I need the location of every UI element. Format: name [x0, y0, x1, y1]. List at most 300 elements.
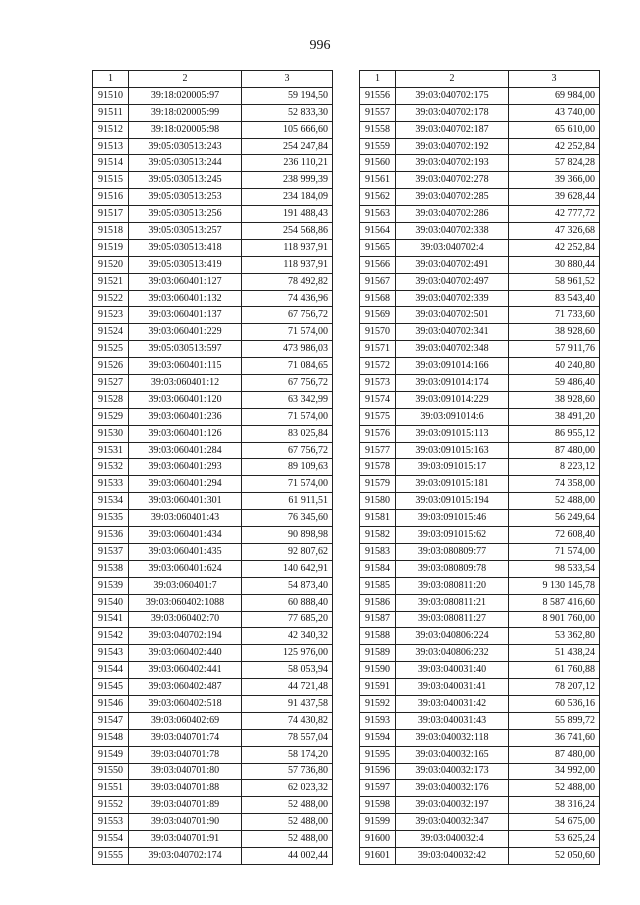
row-number-cell: 91558 [360, 121, 396, 138]
row-number-cell: 91523 [93, 307, 129, 324]
table-row [360, 391, 600, 408]
value-cell: 58 053,94 [242, 662, 333, 679]
value-cell: 67 756,72 [242, 375, 333, 392]
table-row [93, 459, 333, 476]
row-number-cell: 91583 [360, 543, 396, 560]
table-row [360, 87, 600, 104]
table-row [93, 712, 333, 729]
table-row [93, 341, 333, 358]
cadastral-number-cell: 39:03:040702:501 [396, 307, 509, 324]
table-row [93, 797, 333, 814]
value-cell: 57 911,76 [509, 341, 600, 358]
cadastral-number-cell: 39:03:060401:127 [129, 273, 242, 290]
value-cell: 59 486,40 [509, 375, 600, 392]
table-header-row [360, 71, 600, 88]
value-cell: 42 252,84 [509, 138, 600, 155]
table-row [93, 814, 333, 831]
table-row [360, 459, 600, 476]
value-cell: 38 491,20 [509, 408, 600, 425]
table-row [93, 763, 333, 780]
cadastral-number-cell: 39:03:091014:229 [396, 391, 509, 408]
value-cell: 71 574,00 [242, 476, 333, 493]
table-row [360, 121, 600, 138]
value-cell: 65 610,00 [509, 121, 600, 138]
table-row [93, 307, 333, 324]
table-row [360, 746, 600, 763]
value-cell: 42 340,32 [242, 628, 333, 645]
cadastral-number-cell: 39:03:060401:435 [129, 543, 242, 560]
column-header-1: 1 [93, 71, 129, 88]
row-number-cell: 91522 [93, 290, 129, 307]
row-number-cell: 91543 [93, 645, 129, 662]
value-cell: 8 587 416,60 [509, 594, 600, 611]
value-cell: 72 608,40 [509, 527, 600, 544]
cadastral-number-cell: 39:05:030513:257 [129, 223, 242, 240]
row-number-cell: 91527 [93, 375, 129, 392]
cadastral-number-cell: 39:03:040702:348 [396, 341, 509, 358]
cadastral-number-cell: 39:03:040702:491 [396, 256, 509, 273]
row-number-cell: 91585 [360, 577, 396, 594]
row-number-cell: 91548 [93, 729, 129, 746]
table-row [360, 662, 600, 679]
cadastral-number-cell: 39:03:060401:301 [129, 493, 242, 510]
cadastral-number-cell: 39:03:040701:88 [129, 780, 242, 797]
table-row [360, 239, 600, 256]
cadastral-number-cell: 39:03:040701:80 [129, 763, 242, 780]
cadastral-number-cell: 39:03:060402:518 [129, 695, 242, 712]
cadastral-number-cell: 39:05:030513:419 [129, 256, 242, 273]
row-number-cell: 91512 [93, 121, 129, 138]
value-cell: 67 756,72 [242, 442, 333, 459]
cadastral-number-cell: 39:03:091015:181 [396, 476, 509, 493]
value-cell: 51 438,24 [509, 645, 600, 662]
cadastral-number-cell: 39:18:020005:99 [129, 104, 242, 121]
cadastral-number-cell: 39:03:091014:6 [396, 408, 509, 425]
table-row [360, 223, 600, 240]
table-row [93, 206, 333, 223]
value-cell: 55 899,72 [509, 712, 600, 729]
cadastral-number-cell: 39:03:040702:497 [396, 273, 509, 290]
column-header-1: 1 [360, 71, 396, 88]
row-number-cell: 91570 [360, 324, 396, 341]
row-number-cell: 91569 [360, 307, 396, 324]
row-number-cell: 91586 [360, 594, 396, 611]
row-number-cell: 91551 [93, 780, 129, 797]
row-number-cell: 91536 [93, 527, 129, 544]
cadastral-number-cell: 39:03:091014:166 [396, 358, 509, 375]
cadastral-number-cell: 39:18:020005:98 [129, 121, 242, 138]
row-number-cell: 91528 [93, 391, 129, 408]
table-row [93, 172, 333, 189]
cadastral-number-cell: 39:03:091015:46 [396, 510, 509, 527]
cadastral-number-cell: 39:03:060401:434 [129, 527, 242, 544]
table-row [93, 780, 333, 797]
cadastral-number-cell: 39:03:040701:89 [129, 797, 242, 814]
row-number-cell: 91514 [93, 155, 129, 172]
value-cell: 47 326,68 [509, 223, 600, 240]
table-row [360, 712, 600, 729]
value-cell: 87 480,00 [509, 442, 600, 459]
value-cell: 61 911,51 [242, 493, 333, 510]
table-row [360, 527, 600, 544]
table-row [93, 239, 333, 256]
cadastral-number-cell: 39:03:091014:174 [396, 375, 509, 392]
table-row [93, 493, 333, 510]
value-cell: 52 833,30 [242, 104, 333, 121]
table-row [93, 695, 333, 712]
value-cell: 74 436,96 [242, 290, 333, 307]
cadastral-number-cell: 39:05:030513:253 [129, 189, 242, 206]
cadastral-number-cell: 39:03:091015:113 [396, 425, 509, 442]
row-number-cell: 91513 [93, 138, 129, 155]
value-cell: 57 824,28 [509, 155, 600, 172]
cadastral-number-cell: 39:03:040806:232 [396, 645, 509, 662]
cadastral-number-cell: 39:03:060402:69 [129, 712, 242, 729]
value-cell: 125 976,00 [242, 645, 333, 662]
value-cell: 254 247,84 [242, 138, 333, 155]
value-cell: 91 437,58 [242, 695, 333, 712]
cadastral-number-cell: 39:03:040032:176 [396, 780, 509, 797]
row-number-cell: 91584 [360, 560, 396, 577]
table-row [360, 628, 600, 645]
table-row [93, 847, 333, 864]
cadastral-number-cell: 39:03:040701:74 [129, 729, 242, 746]
value-cell: 236 110,21 [242, 155, 333, 172]
row-number-cell: 91590 [360, 662, 396, 679]
row-number-cell: 91581 [360, 510, 396, 527]
value-cell: 43 740,00 [509, 104, 600, 121]
table-row [93, 155, 333, 172]
value-cell: 473 986,03 [242, 341, 333, 358]
page-number: 996 [309, 38, 331, 53]
row-number-cell: 91593 [360, 712, 396, 729]
table-row [360, 425, 600, 442]
cadastral-number-cell: 39:03:060401:12 [129, 375, 242, 392]
table-row [93, 510, 333, 527]
row-number-cell: 91530 [93, 425, 129, 442]
table-row [360, 493, 600, 510]
table-row [360, 780, 600, 797]
table-row [93, 425, 333, 442]
value-cell: 254 568,86 [242, 223, 333, 240]
cadastral-number-cell: 39:03:040031:41 [396, 679, 509, 696]
cadastral-number-cell: 39:03:060402:487 [129, 679, 242, 696]
value-cell: 77 685,20 [242, 611, 333, 628]
row-number-cell: 91529 [93, 408, 129, 425]
cadastral-number-cell: 39:03:091015:194 [396, 493, 509, 510]
value-cell: 83 543,40 [509, 290, 600, 307]
row-number-cell: 91541 [93, 611, 129, 628]
cadastral-number-cell: 39:03:040702:278 [396, 172, 509, 189]
right-table [359, 70, 600, 865]
value-cell: 53 625,24 [509, 831, 600, 848]
cadastral-number-cell: 39:03:060401:126 [129, 425, 242, 442]
row-number-cell: 91588 [360, 628, 396, 645]
row-number-cell: 91559 [360, 138, 396, 155]
value-cell: 52 488,00 [242, 797, 333, 814]
table-row [360, 442, 600, 459]
table-row [93, 611, 333, 628]
row-number-cell: 91565 [360, 239, 396, 256]
value-cell: 52 488,00 [242, 814, 333, 831]
cadastral-number-cell: 39:03:091015:17 [396, 459, 509, 476]
table-row [360, 577, 600, 594]
row-number-cell: 91524 [93, 324, 129, 341]
column-header-2: 2 [396, 71, 509, 88]
row-number-cell: 91546 [93, 695, 129, 712]
row-number-cell: 91535 [93, 510, 129, 527]
cadastral-number-cell: 39:05:030513:243 [129, 138, 242, 155]
value-cell: 71 574,00 [242, 408, 333, 425]
table-row [360, 256, 600, 273]
cadastral-number-cell: 39:03:040032:118 [396, 729, 509, 746]
table-row [360, 307, 600, 324]
left-table-body [93, 87, 333, 864]
value-cell: 60 888,40 [242, 594, 333, 611]
cadastral-number-cell: 39:03:080811:27 [396, 611, 509, 628]
row-number-cell: 91516 [93, 189, 129, 206]
value-cell: 92 807,62 [242, 543, 333, 560]
table-row [93, 476, 333, 493]
table-row [360, 729, 600, 746]
table-row [93, 391, 333, 408]
table-row [360, 172, 600, 189]
cadastral-number-cell: 39:03:060401:120 [129, 391, 242, 408]
value-cell: 52 050,60 [509, 847, 600, 864]
table-row [360, 341, 600, 358]
value-cell: 74 358,00 [509, 476, 600, 493]
value-cell: 42 252,84 [509, 239, 600, 256]
row-number-cell: 91556 [360, 87, 396, 104]
cadastral-number-cell: 39:03:040702:341 [396, 324, 509, 341]
row-number-cell: 91544 [93, 662, 129, 679]
value-cell: 39 628,44 [509, 189, 600, 206]
row-number-cell: 91580 [360, 493, 396, 510]
value-cell: 74 430,82 [242, 712, 333, 729]
right-table-body [360, 87, 600, 864]
value-cell: 89 109,63 [242, 459, 333, 476]
row-number-cell: 91555 [93, 847, 129, 864]
row-number-cell: 91526 [93, 358, 129, 375]
cadastral-number-cell: 39:03:060402:440 [129, 645, 242, 662]
value-cell: 8 223,12 [509, 459, 600, 476]
row-number-cell: 91598 [360, 797, 396, 814]
value-cell: 71 733,60 [509, 307, 600, 324]
row-number-cell: 91552 [93, 797, 129, 814]
table-row [93, 223, 333, 240]
row-number-cell: 91549 [93, 746, 129, 763]
row-number-cell: 91576 [360, 425, 396, 442]
value-cell: 44 721,48 [242, 679, 333, 696]
table-row [93, 375, 333, 392]
value-cell: 76 345,60 [242, 510, 333, 527]
table-row [93, 442, 333, 459]
row-number-cell: 91518 [93, 223, 129, 240]
row-number-cell: 91525 [93, 341, 129, 358]
table-row [360, 273, 600, 290]
value-cell: 78 207,12 [509, 679, 600, 696]
cadastral-number-cell: 39:03:040032:42 [396, 847, 509, 864]
table-row [93, 189, 333, 206]
cadastral-number-cell: 39:03:040031:40 [396, 662, 509, 679]
value-cell: 8 901 760,00 [509, 611, 600, 628]
value-cell: 38 316,24 [509, 797, 600, 814]
value-cell: 53 362,80 [509, 628, 600, 645]
table-row [93, 527, 333, 544]
cadastral-number-cell: 39:03:040031:42 [396, 695, 509, 712]
row-number-cell: 91572 [360, 358, 396, 375]
cadastral-number-cell: 39:03:091015:62 [396, 527, 509, 544]
value-cell: 56 249,64 [509, 510, 600, 527]
cadastral-number-cell: 39:05:030513:256 [129, 206, 242, 223]
value-cell: 78 557,04 [242, 729, 333, 746]
table-row [93, 273, 333, 290]
table-row [93, 560, 333, 577]
table-row [360, 290, 600, 307]
cadastral-number-cell: 39:03:040702:175 [396, 87, 509, 104]
value-cell: 42 777,72 [509, 206, 600, 223]
value-cell: 39 366,00 [509, 172, 600, 189]
value-cell: 54 675,00 [509, 814, 600, 831]
table-row [93, 662, 333, 679]
table-row [360, 375, 600, 392]
cadastral-number-cell: 39:03:040701:91 [129, 831, 242, 848]
value-cell: 62 023,32 [242, 780, 333, 797]
row-number-cell: 91560 [360, 155, 396, 172]
row-number-cell: 91537 [93, 543, 129, 560]
table-row [360, 358, 600, 375]
table-row [93, 87, 333, 104]
row-number-cell: 91596 [360, 763, 396, 780]
value-cell: 59 194,50 [242, 87, 333, 104]
cadastral-number-cell: 39:03:040702:4 [396, 239, 509, 256]
cadastral-number-cell: 39:03:040701:78 [129, 746, 242, 763]
cadastral-number-cell: 39:03:040806:224 [396, 628, 509, 645]
row-number-cell: 91568 [360, 290, 396, 307]
cadastral-number-cell: 39:03:040702:194 [129, 628, 242, 645]
value-cell: 118 937,91 [242, 256, 333, 273]
value-cell: 83 025,84 [242, 425, 333, 442]
value-cell: 60 536,16 [509, 695, 600, 712]
table-row [93, 729, 333, 746]
value-cell: 57 736,80 [242, 763, 333, 780]
value-cell: 52 488,00 [242, 831, 333, 848]
cadastral-number-cell: 39:03:060402:1088 [129, 594, 242, 611]
value-cell: 54 873,40 [242, 577, 333, 594]
value-cell: 234 184,09 [242, 189, 333, 206]
row-number-cell: 91538 [93, 560, 129, 577]
table-row [360, 695, 600, 712]
cadastral-number-cell: 39:03:060401:43 [129, 510, 242, 527]
value-cell: 86 955,12 [509, 425, 600, 442]
value-cell: 118 937,91 [242, 239, 333, 256]
table-row [93, 256, 333, 273]
row-number-cell: 91534 [93, 493, 129, 510]
value-cell: 58 961,52 [509, 273, 600, 290]
row-number-cell: 91601 [360, 847, 396, 864]
cadastral-number-cell: 39:03:040032:197 [396, 797, 509, 814]
table-row [93, 358, 333, 375]
column-header-3: 3 [242, 71, 333, 88]
row-number-cell: 91531 [93, 442, 129, 459]
cadastral-number-cell: 39:03:060402:441 [129, 662, 242, 679]
cadastral-number-cell: 39:03:040702:174 [129, 847, 242, 864]
row-number-cell: 91567 [360, 273, 396, 290]
table-row [93, 104, 333, 121]
table-row [360, 679, 600, 696]
table-row [360, 543, 600, 560]
table-row [360, 324, 600, 341]
value-cell: 71 084,65 [242, 358, 333, 375]
table-row [360, 797, 600, 814]
row-number-cell: 91594 [360, 729, 396, 746]
value-cell: 61 760,88 [509, 662, 600, 679]
value-cell: 238 999,39 [242, 172, 333, 189]
cadastral-number-cell: 39:03:040702:285 [396, 189, 509, 206]
table-row [360, 560, 600, 577]
value-cell: 58 174,20 [242, 746, 333, 763]
row-number-cell: 91589 [360, 645, 396, 662]
value-cell: 140 642,91 [242, 560, 333, 577]
table-row [93, 138, 333, 155]
table-row [360, 189, 600, 206]
table-row [360, 645, 600, 662]
value-cell: 63 342,99 [242, 391, 333, 408]
table-row [93, 746, 333, 763]
cadastral-number-cell: 39:03:080809:77 [396, 543, 509, 560]
row-number-cell: 91600 [360, 831, 396, 848]
left-table [92, 70, 333, 865]
cadastral-number-cell: 39:03:040031:43 [396, 712, 509, 729]
table-row [360, 594, 600, 611]
table-row [360, 155, 600, 172]
value-cell: 98 533,54 [509, 560, 600, 577]
row-number-cell: 91579 [360, 476, 396, 493]
cadastral-number-cell: 39:03:060401:137 [129, 307, 242, 324]
table-row [360, 138, 600, 155]
value-cell: 105 666,60 [242, 121, 333, 138]
table-row [360, 104, 600, 121]
value-cell: 69 984,00 [509, 87, 600, 104]
column-header-2: 2 [129, 71, 242, 88]
value-cell: 78 492,82 [242, 273, 333, 290]
row-number-cell: 91519 [93, 239, 129, 256]
value-cell: 44 002,44 [242, 847, 333, 864]
row-number-cell: 91545 [93, 679, 129, 696]
cadastral-number-cell: 39:03:040702:338 [396, 223, 509, 240]
cadastral-number-cell: 39:03:040032:347 [396, 814, 509, 831]
cadastral-number-cell: 39:03:060401:284 [129, 442, 242, 459]
table-row [360, 206, 600, 223]
row-number-cell: 91574 [360, 391, 396, 408]
table-row [93, 645, 333, 662]
row-number-cell: 91564 [360, 223, 396, 240]
table-row [360, 814, 600, 831]
row-number-cell: 91573 [360, 375, 396, 392]
table-row [93, 628, 333, 645]
column-header-3: 3 [509, 71, 600, 88]
value-cell: 87 480,00 [509, 746, 600, 763]
row-number-cell: 91591 [360, 679, 396, 696]
row-number-cell: 91542 [93, 628, 129, 645]
cadastral-number-cell: 39:03:080811:20 [396, 577, 509, 594]
row-number-cell: 91553 [93, 814, 129, 831]
row-number-cell: 91511 [93, 104, 129, 121]
cadastral-number-cell: 39:03:091015:163 [396, 442, 509, 459]
value-cell: 30 880,44 [509, 256, 600, 273]
cadastral-number-cell: 39:03:040702:187 [396, 121, 509, 138]
cadastral-number-cell: 39:03:060401:293 [129, 459, 242, 476]
